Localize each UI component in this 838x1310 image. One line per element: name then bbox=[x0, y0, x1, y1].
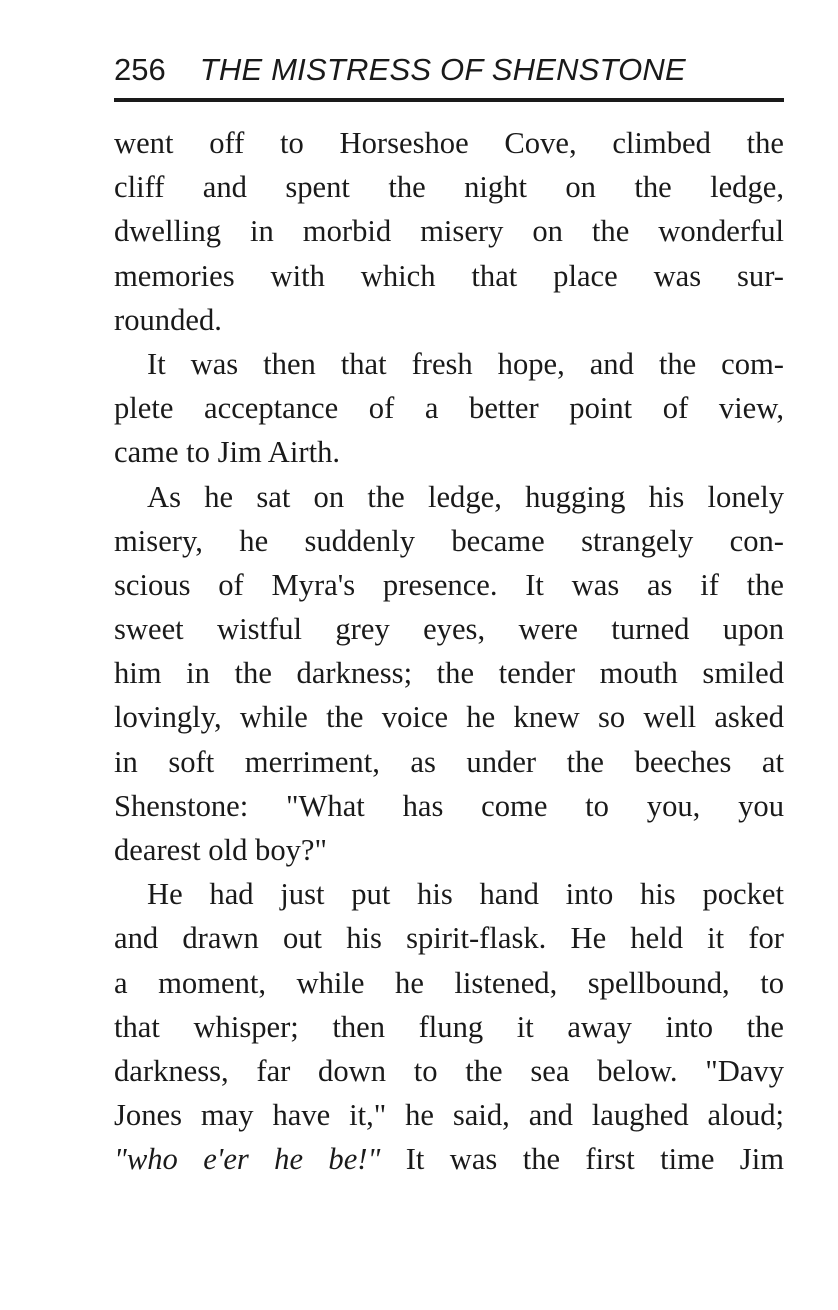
text-line: sweet wistful grey eyes, were turned upon bbox=[114, 612, 784, 647]
text-line: darkness, far down to the sea below. "Davy bbox=[114, 1053, 784, 1088]
text-line: a moment, while he listened, spellbound, to bbox=[114, 965, 784, 1000]
running-header bbox=[114, 50, 784, 90]
text-line: in soft merriment, as under the beeches at bbox=[114, 744, 784, 779]
text-line: scious of Myra's presence. It was as if the bbox=[114, 567, 784, 602]
text-line: Shenstone: "What has come to you, you bbox=[114, 788, 784, 823]
text-line-final bbox=[114, 1137, 784, 1181]
text-line: lovingly, while the voice he knew so well asked bbox=[114, 700, 784, 735]
text-line: As he sat on the ledge, hugging his lonely bbox=[147, 479, 784, 514]
text-line: memories with which that place was sur- bbox=[114, 258, 784, 293]
text-line: plete acceptance of a better point of view, bbox=[114, 391, 784, 426]
text-line: misery, he suddenly became strangely con- bbox=[114, 523, 784, 558]
text-line: dearest old boy?" bbox=[114, 833, 327, 867]
text-line: He had just put his hand into his pocket bbox=[147, 877, 784, 912]
running-title: THE MISTRESS OF SHENSTONE bbox=[199, 52, 686, 87]
text-line: came to Jim Airth. bbox=[114, 435, 341, 470]
text-line: dwelling in morbid misery on the wonderful bbox=[114, 214, 784, 249]
header-rule bbox=[114, 98, 784, 102]
text-line: It was then that fresh hope, and the com- bbox=[147, 346, 784, 381]
text-line: went off to Horseshoe Cove, climbed the bbox=[114, 126, 784, 160]
italic-quote: "who e'er he be!" bbox=[114, 1142, 381, 1177]
body-text bbox=[114, 121, 784, 1182]
text-line: that whisper; then flung it away into the bbox=[114, 1009, 784, 1044]
text-line: and drawn out his spirit-flask. He held it for bbox=[114, 921, 784, 956]
final-line-text: It was the first time Jim bbox=[405, 1142, 785, 1177]
text-line: him in the darkness; the tender mouth smiled bbox=[114, 656, 784, 691]
text-line: cliff and spent the night on the ledge, bbox=[114, 170, 784, 205]
text-line: rounded. bbox=[114, 302, 222, 337]
page-number: 256 bbox=[114, 52, 166, 87]
text-line: Jones may have it," he said, and laughed aloud; bbox=[114, 1098, 784, 1133]
